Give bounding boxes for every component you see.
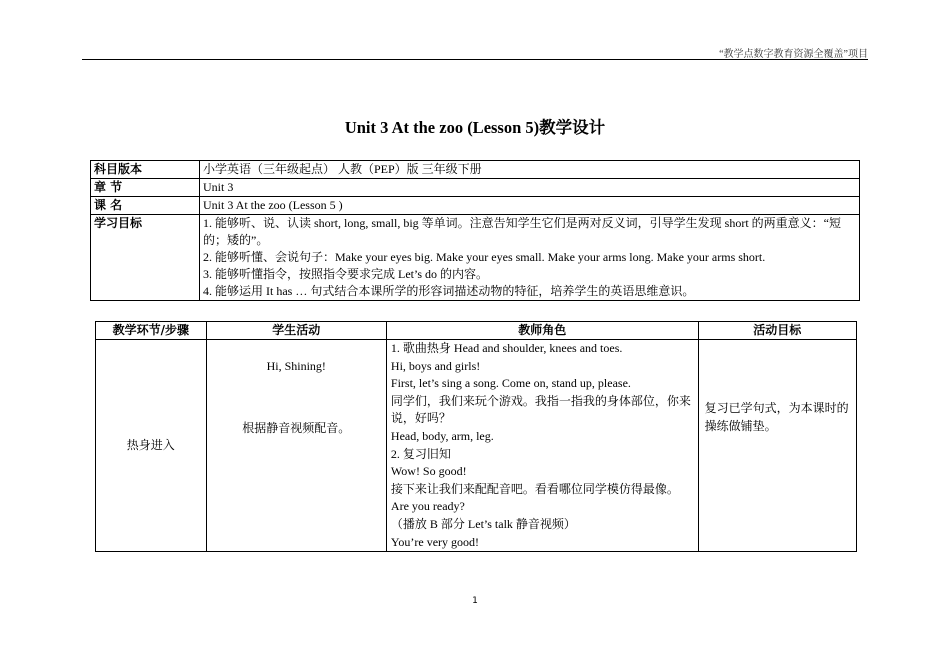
header-project-note: “教学点数字教育资源全覆盖”项目 xyxy=(719,49,868,60)
info-value: Unit 3 At the zoo (Lesson 5 ) xyxy=(200,197,860,215)
teacher-line: You’re very good! xyxy=(390,534,480,549)
info-row xyxy=(91,179,860,197)
info-row xyxy=(91,161,860,179)
teacher-line: 接下来让我们来配配音吧。看看哪位同学模仿得最像。 Are you ready? xyxy=(390,481,679,514)
header-activity-goal: 活动目标 xyxy=(698,322,856,340)
teacher-line: Wow! So good! xyxy=(390,464,467,479)
info-label: 课 名 xyxy=(91,197,200,215)
teacher-line: （播放 B 部分 Let’s talk 静音视频） xyxy=(390,516,576,531)
student-activity xyxy=(206,340,386,552)
goals-list xyxy=(200,215,860,301)
info-value: 小学英语（三年级起点） 人教（PEP）版 三年级下册 xyxy=(200,161,860,179)
teacher-line: First, let’s sing a song. Come on, stand up, please. xyxy=(390,376,631,391)
header-step: 教学环节/步骤 xyxy=(96,322,207,340)
teacher-line: 同学们，我们来玩个游戏。我指一指我的身体部位，你来说，好吗？ xyxy=(390,393,691,426)
info-row-goals xyxy=(91,215,860,301)
info-value: Unit 3 xyxy=(200,179,860,197)
info-label: 章 节 xyxy=(91,179,200,197)
teacher-line: Head, body, arm, leg. xyxy=(390,428,494,443)
page-number: 1 xyxy=(472,596,478,606)
teacher-line: Hi, boys and girls! xyxy=(390,358,481,373)
goal-item: 2. 能够听懂、会说句子：Make your eyes big. Make your eyes small. Make your arms long. Make your arms short. xyxy=(203,250,766,264)
plan-row-warmup xyxy=(96,340,857,552)
teacher-line: 2. 复习旧知 xyxy=(390,446,451,461)
info-label: 科目版本 xyxy=(91,161,200,179)
step-name: 热身进入 xyxy=(96,340,207,552)
goal-item: 4. 能够运用 It has … 句式结合本课所学的形容词描述动物的特征，培养学生的英语思维意识。 xyxy=(203,284,695,298)
goal-item: 1. 能够听、说、认读 short, long, small, big 等单词。注意告知学生它们是两对反义词，引导学生发现 short 的两重意义：“短的；矮的”。 xyxy=(203,216,841,247)
header-student-activity: 学生活动 xyxy=(206,322,386,340)
course-info-table xyxy=(90,160,860,301)
header-divider xyxy=(82,59,868,60)
teacher-role xyxy=(386,340,698,552)
header-teacher-role: 教师角色 xyxy=(386,322,698,340)
lesson-plan-table xyxy=(95,321,857,552)
goal-item: 3. 能够听懂指令，按照指令要求完成 Let’s do 的内容。 xyxy=(203,267,488,281)
goals-label: 学习目标 xyxy=(91,215,200,301)
student-activity-line: Hi, Shining! xyxy=(266,359,326,373)
student-activity-line: 根据静音视频配音。 xyxy=(242,420,351,435)
activity-goal: 复习已学句式，为本课时的操练做铺垫。 xyxy=(698,340,856,552)
teacher-line: 1. 歌曲热身 Head and shoulder, knees and toes. xyxy=(390,341,623,355)
plan-header-row xyxy=(96,322,857,340)
document-title: Unit 3 At the zoo (Lesson 5)教学设计 xyxy=(344,118,606,137)
info-row xyxy=(91,197,860,215)
